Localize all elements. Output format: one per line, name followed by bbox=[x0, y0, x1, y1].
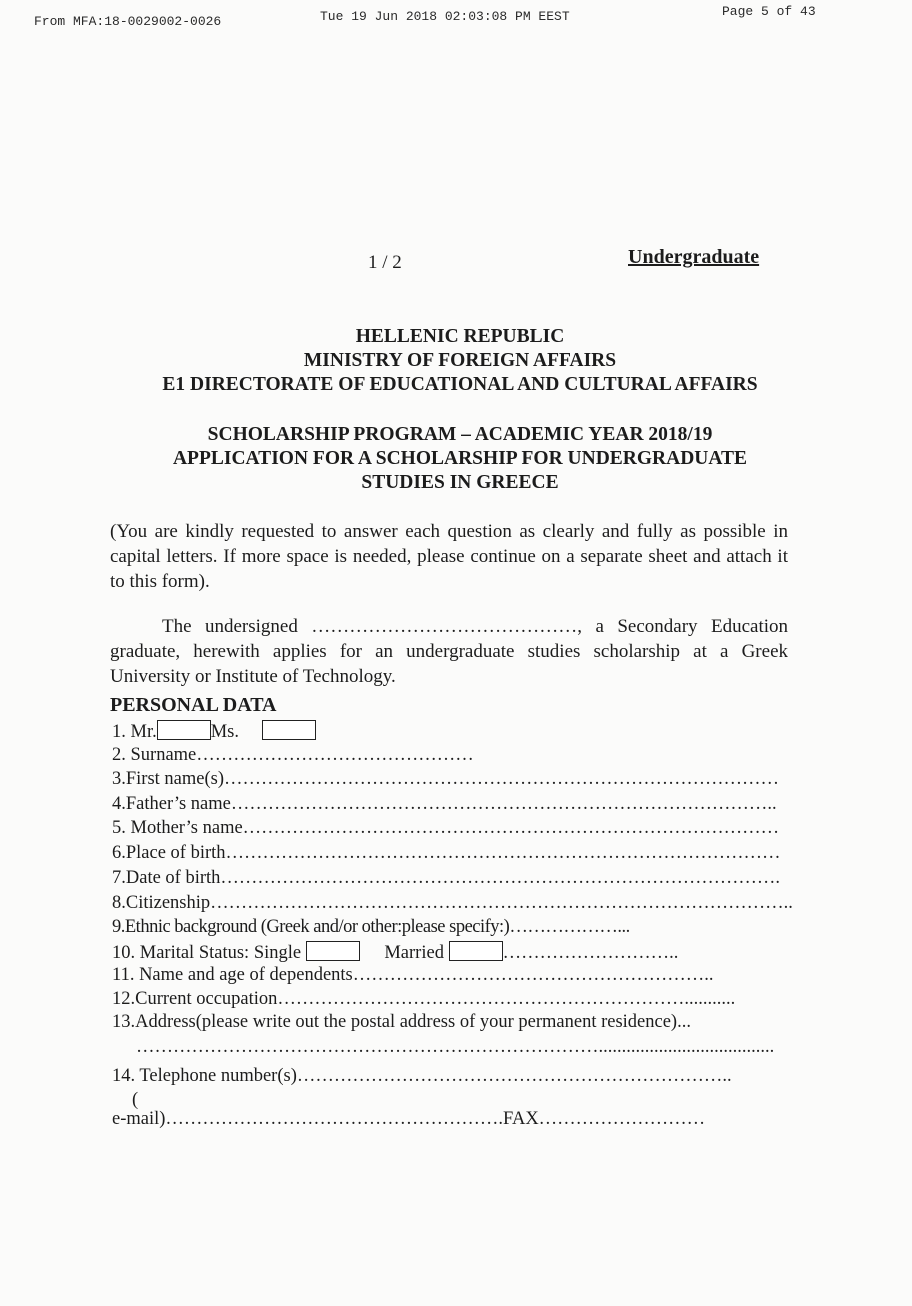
field-date-of-birth[interactable]: 7.Date of birth………………………………………………………………………………. bbox=[112, 868, 781, 888]
ms-label: Ms. bbox=[210, 722, 239, 742]
heading-line: APPLICATION FOR A SCHOLARSHIP FOR UNDERGRADUATE bbox=[172, 448, 748, 469]
declaration-rest: a Secondary Education graduate, herewith applies for an undergraduate studies scholarship at a Greek University or Institute of Technology. bbox=[110, 616, 788, 687]
open-parenthesis: ( bbox=[132, 1090, 139, 1110]
level-label: Undergraduate bbox=[628, 246, 760, 268]
field-email-fax[interactable]: e-mail)……………………………………………….FAX……………………… bbox=[112, 1109, 706, 1129]
mr-label: 1. Mr. bbox=[112, 722, 157, 742]
field-first-names[interactable]: 3.First name(s)……………………………………………………………………………… bbox=[112, 769, 780, 789]
form-title bbox=[80, 423, 840, 495]
field-current-occupation[interactable]: 12.Current occupation…………………………………………………………........... bbox=[112, 989, 736, 1009]
field-mothers-name[interactable]: 5. Mother’s name…………………………………………………………………………… bbox=[112, 818, 780, 838]
field-citizenship[interactable]: 8.Citizenship………………………………………………………………………………….. bbox=[112, 893, 793, 913]
field-title bbox=[112, 720, 316, 743]
field-fathers-name[interactable]: 4.Father’s name…………………………………………………………………………….. bbox=[112, 794, 777, 814]
field-address[interactable]: 13.Address(please write out the postal address of your permanent residence)... bbox=[112, 1012, 691, 1032]
married-label: Married bbox=[384, 943, 444, 963]
declaration-paragraph bbox=[110, 614, 788, 689]
married-checkbox[interactable] bbox=[449, 941, 503, 961]
fax-timestamp: Tue 19 Jun 2018 02:03:08 PM EEST bbox=[320, 9, 570, 24]
fax-sender: From MFA:18-0029002-0026 bbox=[34, 14, 222, 29]
heading-line: MINISTRY OF FOREIGN AFFAIRS bbox=[303, 350, 617, 371]
issuer-heading bbox=[80, 325, 840, 397]
heading-line: STUDIES IN GREECE bbox=[361, 472, 559, 493]
instructions-paragraph: (You are kindly requested to answer each question as clearly and fully as possible in capital letters. If more space is needed, please continue on a separate sheet and attach it to this form). bbox=[110, 521, 788, 592]
field-marital-status bbox=[112, 941, 678, 964]
marital-details-field[interactable]: ……………………….. bbox=[502, 943, 679, 963]
field-surname[interactable]: 2. Surname……………………………………… bbox=[112, 745, 474, 765]
section-title: PERSONAL DATA bbox=[110, 694, 277, 716]
heading-line: SCHOLARSHIP PROGRAM – ACADEMIC YEAR 2018/19 bbox=[207, 424, 713, 445]
page-number: 1 / 2 bbox=[368, 252, 402, 273]
field-address-continued[interactable]: …………………………………………………………………...................................... bbox=[136, 1037, 775, 1057]
heading-line: HELLENIC REPUBLIC bbox=[355, 326, 565, 347]
single-label: 10. Marital Status: Single bbox=[112, 943, 302, 963]
ms-checkbox[interactable] bbox=[262, 720, 316, 740]
field-place-of-birth[interactable]: 6.Place of birth……………………………………………………………………………… bbox=[112, 843, 781, 863]
declaration-start: The undersigned bbox=[162, 616, 298, 637]
field-dependents[interactable]: 11. Name and age of dependents………………………………………………….. bbox=[112, 965, 714, 985]
fax-page-count: Page 5 of 43 bbox=[722, 4, 816, 19]
undersigned-name-field[interactable]: ……………………………………, bbox=[311, 616, 583, 637]
mr-checkbox[interactable] bbox=[157, 720, 211, 740]
field-telephone[interactable]: 14. Telephone number(s)…………………………………………………………….. bbox=[112, 1066, 732, 1086]
field-ethnic-background[interactable]: 9.Ethnic background (Greek and/or other:please specify:)………………... bbox=[112, 917, 630, 937]
heading-line: E1 DIRECTORATE OF EDUCATIONAL AND CULTURAL AFFAIRS bbox=[162, 374, 758, 395]
single-checkbox[interactable] bbox=[306, 941, 360, 961]
